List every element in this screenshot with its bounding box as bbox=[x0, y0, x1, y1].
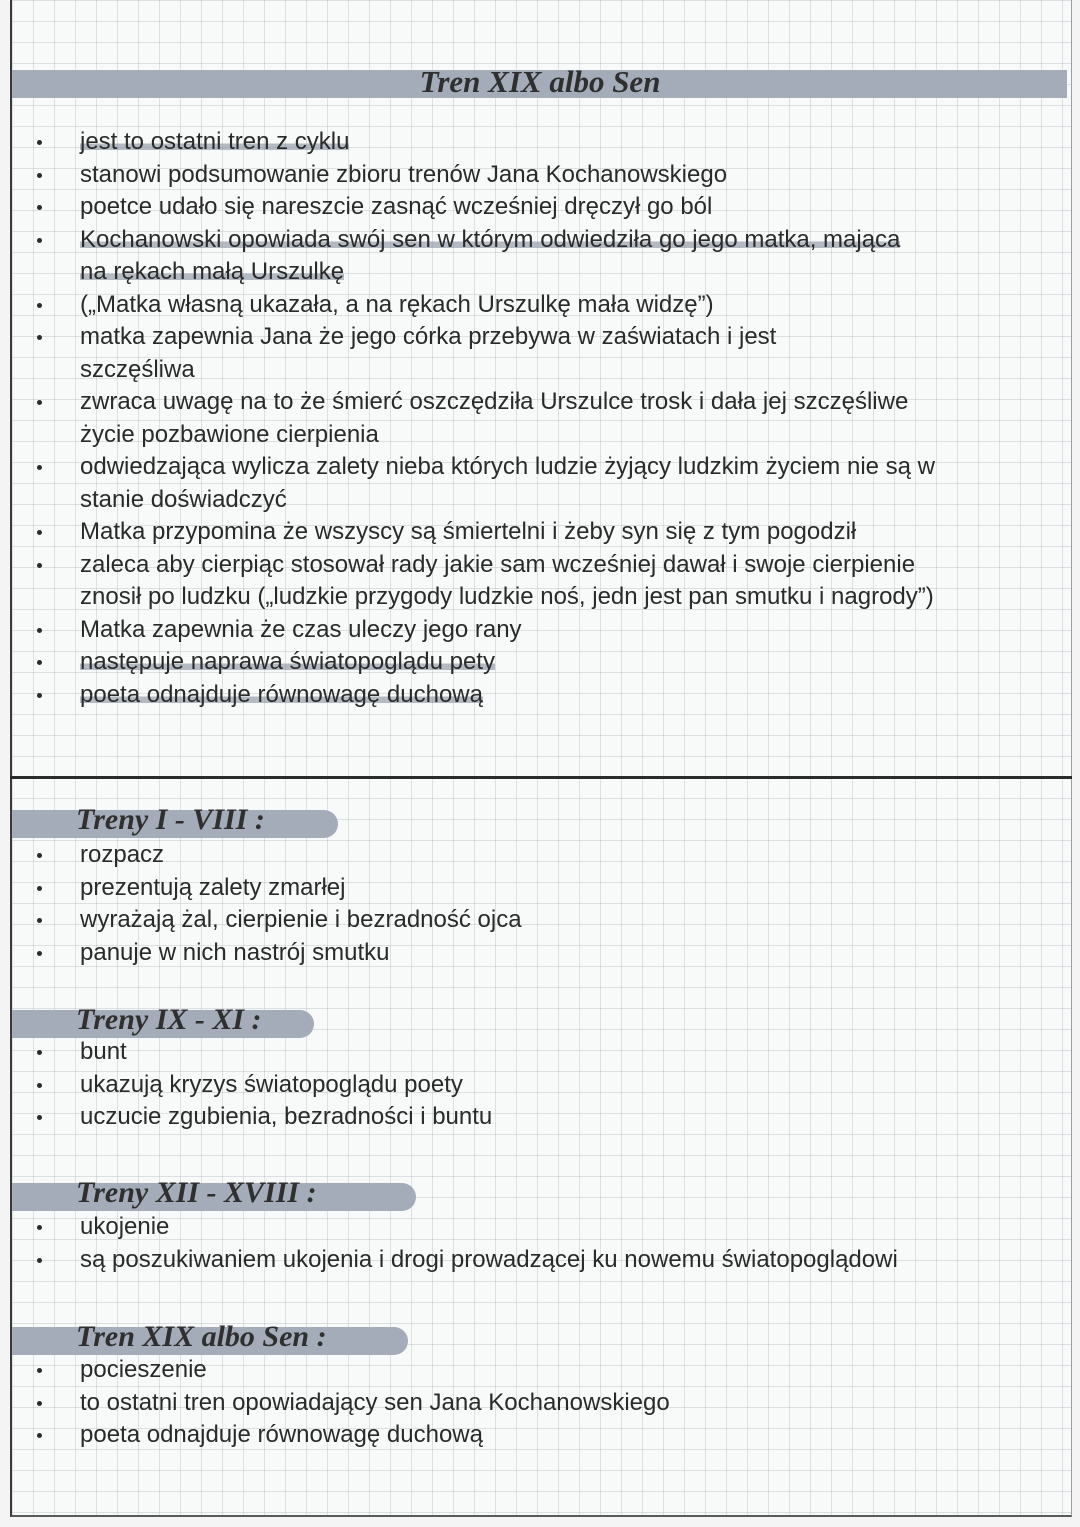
list-item: poetce udało się nareszcie zasnąć wcześniej dręczył go ból bbox=[0, 191, 1060, 224]
list-item: Kochanowski opowiada swój sen w którym odwiedziła go jego matka, mająca na rękach małą Urszulkę bbox=[0, 224, 1060, 289]
list-item: stanowi podsumowanie zbioru trenów Jana Kochanowskiego bbox=[0, 159, 1060, 192]
section-list-i-viii bbox=[0, 839, 1060, 969]
list-item: poeta odnajduje równowagę duchową bbox=[0, 679, 1060, 712]
section-title-i-viii: Treny I - VIII : bbox=[76, 803, 265, 836]
section-title-xix: Tren XIX albo Sen : bbox=[76, 1320, 327, 1353]
list-item: poeta odnajduje równowagę duchową bbox=[0, 1419, 1060, 1452]
list-item: uczucie zgubienia, bezradności i buntu bbox=[0, 1101, 1060, 1134]
list-item: ukojenie bbox=[0, 1211, 1060, 1244]
list-item: są poszukiwaniem ukojenia i drogi prowadzącej ku nowemu światopoglądowi bbox=[0, 1244, 1060, 1277]
section-list-ix-xi bbox=[0, 1036, 1060, 1134]
list-item: bunt bbox=[0, 1036, 1060, 1069]
section-list-xix bbox=[0, 1354, 1060, 1452]
section-title-xii-xviii: Treny XII - XVIII : bbox=[76, 1176, 317, 1209]
section-title-ix-xi: Treny IX - XI : bbox=[76, 1003, 262, 1036]
section-list-xii-xviii bbox=[0, 1211, 1060, 1276]
list-item: to ostatni tren opowiadający sen Jana Kochanowskiego bbox=[0, 1387, 1060, 1420]
list-item: („Matka własną ukazała, a na rękach Urszulkę mała widzę”) bbox=[0, 289, 1060, 322]
list-item: Matka przypomina że wszyscy są śmiertelni i żeby syn się z tym pogodził bbox=[0, 516, 1060, 549]
list-item: Matka zapewnia że czas uleczy jego rany bbox=[0, 614, 1060, 647]
list-item: pocieszenie bbox=[0, 1354, 1060, 1387]
list-item: wyrażają żal, cierpienie i bezradność ojca bbox=[0, 904, 1060, 937]
section-divider bbox=[10, 776, 1072, 779]
list-item: ukazują kryzys światopoglądu poety bbox=[0, 1069, 1060, 1102]
list-item: zwraca uwagę na to że śmierć oszczędziła Urszulce trosk i dała jej szczęśliwe życie pozbawione cierpienia bbox=[0, 386, 1060, 451]
list-item: prezentują zalety zmarłej bbox=[0, 872, 1060, 905]
list-item: matka zapewnia Jana że jego córka przebywa w zaświatach i jest szczęśliwa bbox=[0, 321, 1060, 386]
list-item: następuje naprawa światopoglądu pety bbox=[0, 646, 1060, 679]
list-item: panuje w nich nastrój smutku bbox=[0, 937, 1060, 970]
main-bullet-list bbox=[0, 126, 1060, 711]
page-title: Tren XIX albo Sen bbox=[419, 64, 661, 99]
list-item: odwiedzająca wylicza zalety nieba których ludzie żyjący ludzkim życiem nie są w stanie doświadczyć bbox=[0, 451, 1060, 516]
list-item: jest to ostatni tren z cyklu bbox=[0, 126, 1060, 159]
list-item: rozpacz bbox=[0, 839, 1060, 872]
list-item: zaleca aby cierpiąc stosował rady jakie sam wcześniej dawał i swoje cierpienie znosił po ludzku („ludzkie przygody ludzkie noś, jedn jest pan smutku i nagrody”) bbox=[0, 549, 1060, 614]
